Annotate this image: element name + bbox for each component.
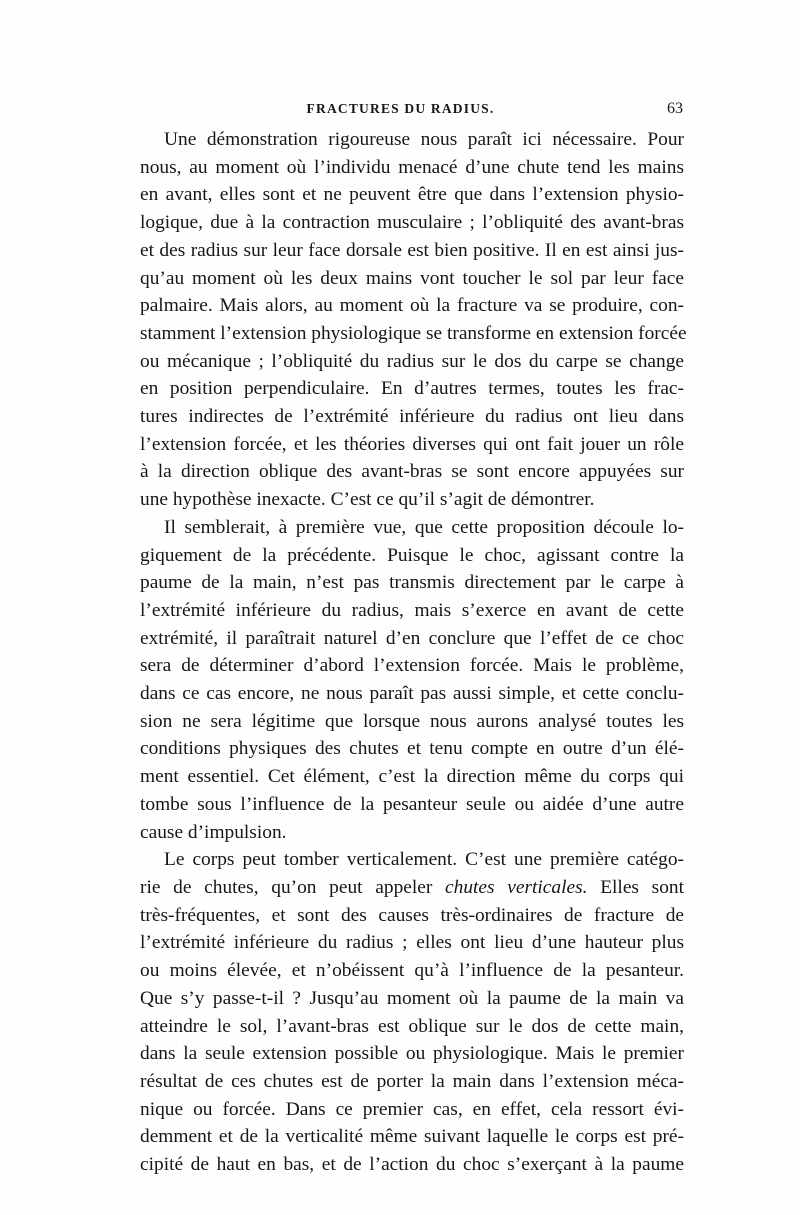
text-line: cause d’impulsion.: [140, 821, 287, 843]
text-line: ment essentiel. Cet élément, c’est la direction même du corps qui: [140, 766, 684, 788]
text-run: Elles sont: [587, 876, 684, 898]
text-line: Une démonstration rigoureuse nous paraît ici nécessaire. Pour: [164, 129, 684, 150]
text-line: une hypothèse inexacte. C’est ce qu’il s’agit de démontrer.: [140, 489, 595, 511]
text-line: nous, au moment où l’individu menacé d’une chute tend les mains: [140, 156, 684, 178]
text-line: sion ne sera légitime que lorsque nous aurons analysé toutes les: [140, 710, 684, 732]
text-line: palmaire. Mais alors, au moment où la fracture va se produire, con-: [140, 295, 684, 317]
running-head: [118, 99, 683, 119]
text-line: nique ou forcée. Dans ce premier cas, en effet, cela ressort évi-: [140, 1098, 684, 1120]
text-line: résultat de ces chutes est de porter la main dans l’extension méca-: [140, 1070, 684, 1092]
text-line: stamment l’extension physiologique se transforme en extension forcée: [140, 322, 687, 344]
text-line: l’extrémité inférieure du radius, mais s’exerce en avant de cette: [140, 599, 684, 621]
text-line: Que s’y passe-t-il ? Jusqu’au moment où la paume de la main va: [140, 987, 684, 1009]
text-line: tures indirectes de l’extrémité inférieure du radius ont lieu dans: [140, 406, 684, 428]
body-text: [116, 126, 687, 1179]
paragraph-1: [116, 126, 687, 514]
text-line: paume de la main, n’est pas transmis directement par le carpe à: [140, 572, 684, 594]
text-line: sera de déterminer d’abord l’extension forcée. Mais le problème,: [140, 655, 684, 677]
text-line: tombe sous l’influence de la pesanteur seule ou aidée d’une autre: [140, 793, 684, 815]
text-line: extrémité, il paraîtrait naturel d’en conclure que l’effet de ce choc: [140, 627, 684, 649]
paragraph-2: [116, 514, 684, 846]
text-line: très-fréquentes, et sont des causes très-ordinaires de fracture de: [140, 904, 684, 926]
text-line: giquement de la précédente. Puisque le choc, agissant contre la: [140, 544, 684, 566]
page-number: 63: [667, 100, 683, 117]
paragraph-3: [116, 846, 684, 1178]
text-line: et des radius sur leur face dorsale est bien positive. Il en est ainsi jus-: [140, 239, 684, 261]
text-line: ou mécanique ; l’obliquité du radius sur le dos du carpe se change: [140, 350, 684, 372]
text-line: qu’au moment où les deux mains vont toucher le sol par leur face: [140, 267, 684, 289]
text-line-with-italic: [116, 874, 684, 902]
running-title: FRACTURES DU RADIUS.: [306, 101, 495, 116]
text-line: cipité de haut en bas, et de l’action du choc s’exerçant à la paume: [140, 1154, 684, 1176]
text-run: rie de chutes, qu’on peut appeler: [140, 876, 446, 898]
text-line: Le corps peut tomber verticalement. C’est une première catégo-: [164, 849, 684, 871]
text-line: conditions physiques des chutes et tenu compte en outre d’un élé-: [140, 738, 684, 760]
text-line: à la direction oblique des avant-bras se sont encore appuyées sur: [140, 461, 684, 483]
text-line: en position perpendiculaire. En d’autres termes, toutes les frac-: [140, 378, 684, 400]
text-line: dans ce cas encore, ne nous paraît pas aussi simple, et cette conclu-: [140, 683, 684, 705]
text-line: atteindre le sol, l’avant-bras est oblique sur le dos de cette main,: [140, 1015, 684, 1037]
text-line: ou moins élevée, et n’obéissent qu’à l’influence de la pesanteur.: [140, 960, 684, 982]
italic-term: chutes verticales.: [445, 876, 588, 898]
text-line: en avant, elles sont et ne peuvent être que dans l’extension physio-: [140, 184, 684, 206]
text-line: demment et de la verticalité même suivant laquelle le corps est pré-: [140, 1126, 684, 1148]
text-line: dans la seule extension possible ou physiologique. Mais le premier: [140, 1043, 684, 1065]
text-line: logique, due à la contraction musculaire ; l’obliquité des avant-bras: [140, 212, 684, 234]
text-line: l’extension forcée, et les théories diverses qui ont fait jouer un rôle: [140, 433, 684, 455]
text-line: l’extrémité inférieure du radius ; elles ont lieu d’une hauteur plus: [140, 932, 684, 954]
text-line: Il semblerait, à première vue, que cette proposition découle lo-: [164, 516, 684, 538]
